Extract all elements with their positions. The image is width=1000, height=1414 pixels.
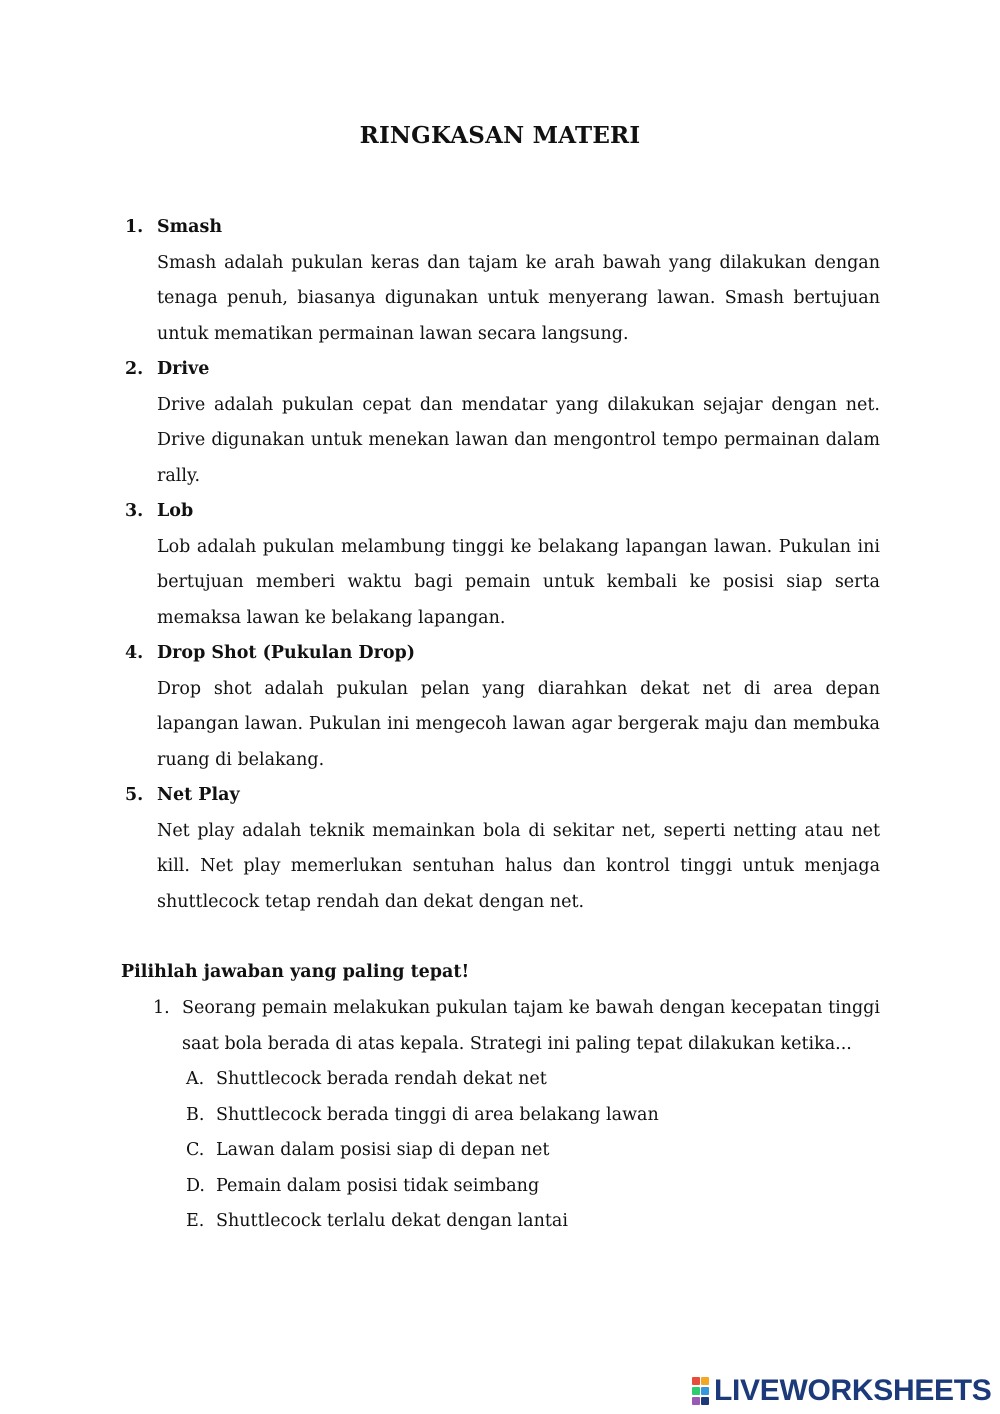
option-text: Lawan dalam posisi siap di depan net	[216, 1140, 550, 1160]
item-description: Drop shot adalah pukulan pelan yang diarahkan dekat net di area depan lapangan lawan. Pukulan ini mengecoh lawan agar bergerak maju dan membuka ruang di belakang.	[157, 678, 880, 770]
liveworksheets-logo-icon	[692, 1377, 709, 1405]
liveworksheets-logo[interactable]	[692, 1374, 992, 1408]
logo-mark-tile	[701, 1397, 709, 1405]
item-number: 2.	[125, 359, 144, 379]
item-number: 3.	[125, 501, 144, 521]
answer-option-e[interactable]	[186, 1204, 880, 1240]
item-number: 5.	[125, 785, 144, 805]
option-letter: A.	[186, 1069, 205, 1089]
summary-item-drive	[120, 352, 880, 494]
option-text: Shuttlecock terlalu dekat dengan lantai	[216, 1211, 568, 1231]
summary-item-drop-shot	[120, 636, 880, 778]
option-letter: D.	[186, 1175, 205, 1196]
logo-mark-tile	[692, 1387, 700, 1395]
item-description: Lob adalah pukulan melambung tinggi ke belakang lapangan lawan. Pukulan ini bertujuan memberi waktu bagi pemain untuk kembali ke posisi siap serta memaksa lawan ke belakang lapangan.	[157, 536, 880, 628]
option-text: Shuttlecock berada rendah dekat net	[216, 1069, 547, 1089]
summary-item-net-play	[120, 778, 880, 920]
logo-mark-tile	[701, 1387, 709, 1395]
item-description: Smash adalah pukulan keras dan tajam ke arah bawah yang dilakukan dengan tenaga penuh, biasanya digunakan untuk menyerang lawan. Smash bertujuan untuk mematikan permainan lawan secara langsung.	[157, 252, 880, 344]
summary-item-lob	[120, 494, 880, 636]
quiz-heading: Pilihlah jawaban yang paling tepat!	[121, 962, 470, 982]
item-heading: Drive	[157, 359, 210, 379]
answer-option-b[interactable]	[186, 1098, 880, 1134]
item-heading: Lob	[157, 501, 194, 521]
question-number: 1.	[153, 998, 170, 1018]
item-description: Net play adalah teknik memainkan bola di sekitar net, seperti netting atau net kill. Net play memerlukan sentuhan halus dan kontrol tinggi untuk menjaga shuttlecock tetap rendah dan dekat dengan net.	[157, 820, 880, 912]
option-text: Pemain dalam posisi tidak seimbang	[216, 1175, 540, 1196]
item-heading: Net Play	[157, 785, 240, 805]
page-title: RINGKASAN MATERI	[359, 122, 641, 149]
item-heading: Smash	[157, 217, 223, 237]
option-letter: C.	[186, 1140, 205, 1160]
item-number: 4.	[125, 643, 144, 663]
answer-option-d[interactable]	[186, 1169, 880, 1205]
option-letter: B.	[186, 1104, 205, 1125]
summary-list	[120, 210, 880, 920]
question-1	[150, 991, 880, 1240]
answer-option-a[interactable]	[186, 1062, 880, 1098]
answer-option-c[interactable]	[186, 1133, 880, 1169]
item-heading: Drop Shot (Pukulan Drop)	[157, 643, 416, 663]
item-description: Drive adalah pukulan cepat dan mendatar yang dilakukan sejajar dengan net. Drive digunakan untuk menekan lawan dan mengontrol tempo permainan dalam rally.	[157, 394, 880, 486]
logo-mark-tile	[692, 1397, 700, 1405]
answer-options	[150, 1062, 880, 1240]
item-number: 1.	[125, 217, 144, 237]
logo-mark-tile	[701, 1377, 709, 1385]
logo-mark-tile	[692, 1377, 700, 1385]
summary-item-smash	[120, 210, 880, 352]
logo-text: LIVEWORKSHEETS	[714, 1374, 992, 1407]
option-letter: E.	[186, 1211, 205, 1231]
question-text: Seorang pemain melakukan pukulan tajam ke bawah dengan kecepatan tinggi saat bola berada di atas kepala. Strategi ini paling tepat dilakukan ketika...	[182, 998, 880, 1054]
option-text: Shuttlecock berada tinggi di area belakang lawan	[216, 1104, 659, 1125]
